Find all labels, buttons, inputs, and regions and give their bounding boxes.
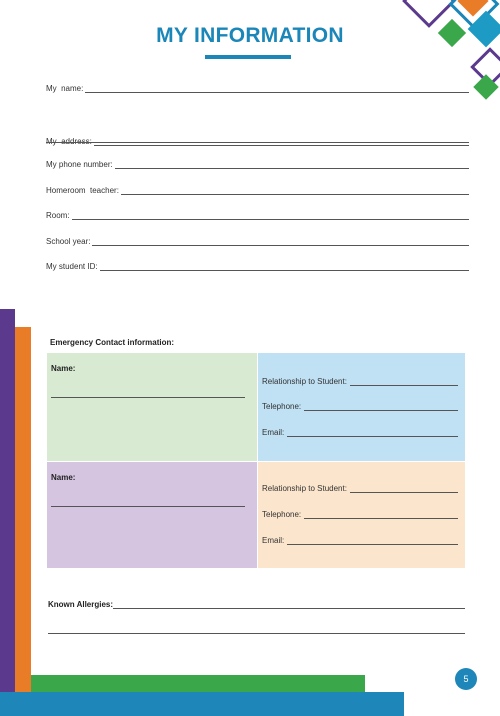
school-year-label: School year: [46, 237, 91, 246]
address-write-line-2[interactable] [46, 142, 469, 143]
name-write-line[interactable] [85, 84, 469, 93]
contact-1-telephone-label: Telephone: [262, 402, 302, 411]
contact-1-name-write-line[interactable] [51, 397, 245, 398]
address-field[interactable] [46, 134, 469, 146]
emergency-contact-heading: Emergency Contact information: [50, 338, 175, 347]
contact-2-relationship-field[interactable] [262, 481, 458, 493]
contact-1-telephone-field[interactable] [262, 399, 458, 411]
contact-2-relationship-write-line[interactable] [350, 484, 458, 493]
contact-1-name-label: Name: [51, 364, 76, 373]
allergies-field[interactable] [48, 597, 465, 609]
address-label: My address: [46, 137, 92, 146]
name-field[interactable] [46, 81, 469, 93]
allergies-write-line-2[interactable] [48, 633, 465, 634]
contact-2-email-field[interactable] [262, 533, 458, 545]
teacher-write-line[interactable] [121, 186, 469, 195]
contact-2-name-cell [47, 462, 257, 568]
phone-field[interactable] [46, 157, 469, 169]
contact-1-email-field[interactable] [262, 425, 458, 437]
allergies-write-line[interactable] [113, 600, 465, 609]
contact-1-relationship-field[interactable] [262, 374, 458, 386]
phone-label: My phone number: [46, 160, 113, 169]
decorative-bar-orange [15, 327, 31, 716]
teacher-field[interactable] [46, 183, 469, 195]
contact-2-relationship-label: Relationship to Student: [262, 484, 347, 493]
page-title: MY INFORMATION [156, 24, 344, 47]
title-underline [205, 55, 291, 59]
decorative-bar-green [31, 675, 365, 692]
decorative-bar-purple [0, 309, 15, 716]
contact-2-details-cell [258, 462, 465, 568]
contact-1-relationship-write-line[interactable] [350, 377, 458, 386]
contact-1-name-cell [47, 353, 257, 461]
room-label: Room: [46, 211, 70, 220]
student-id-label: My student ID: [46, 262, 98, 271]
room-field[interactable] [46, 208, 469, 220]
page-number-badge: 5 [455, 668, 477, 690]
contact-2-name-label: Name: [51, 473, 76, 482]
contact-2-name-write-line[interactable] [51, 506, 245, 507]
contact-1-email-write-line[interactable] [287, 428, 458, 437]
allergies-label: Known Allergies: [48, 600, 114, 609]
school-year-write-line[interactable] [92, 237, 469, 246]
name-label: My name: [46, 84, 84, 93]
contact-1-relationship-label: Relationship to Student: [262, 377, 347, 386]
contact-2-email-write-line[interactable] [287, 536, 458, 545]
contact-2-email-label: Email: [262, 536, 285, 545]
student-id-write-line[interactable] [100, 262, 469, 271]
teacher-label: Homeroom teacher: [46, 186, 119, 195]
student-id-field[interactable] [46, 259, 469, 271]
contact-2-telephone-field[interactable] [262, 507, 458, 519]
phone-write-line[interactable] [115, 160, 469, 169]
contact-1-telephone-write-line[interactable] [304, 402, 458, 411]
contact-2-telephone-label: Telephone: [262, 510, 302, 519]
room-write-line[interactable] [72, 211, 469, 220]
contact-2-telephone-write-line[interactable] [304, 510, 458, 519]
contact-1-details-cell [258, 353, 465, 461]
school-year-field[interactable] [46, 234, 469, 246]
contact-1-email-label: Email: [262, 428, 285, 437]
decorative-bar-blue [0, 692, 404, 716]
